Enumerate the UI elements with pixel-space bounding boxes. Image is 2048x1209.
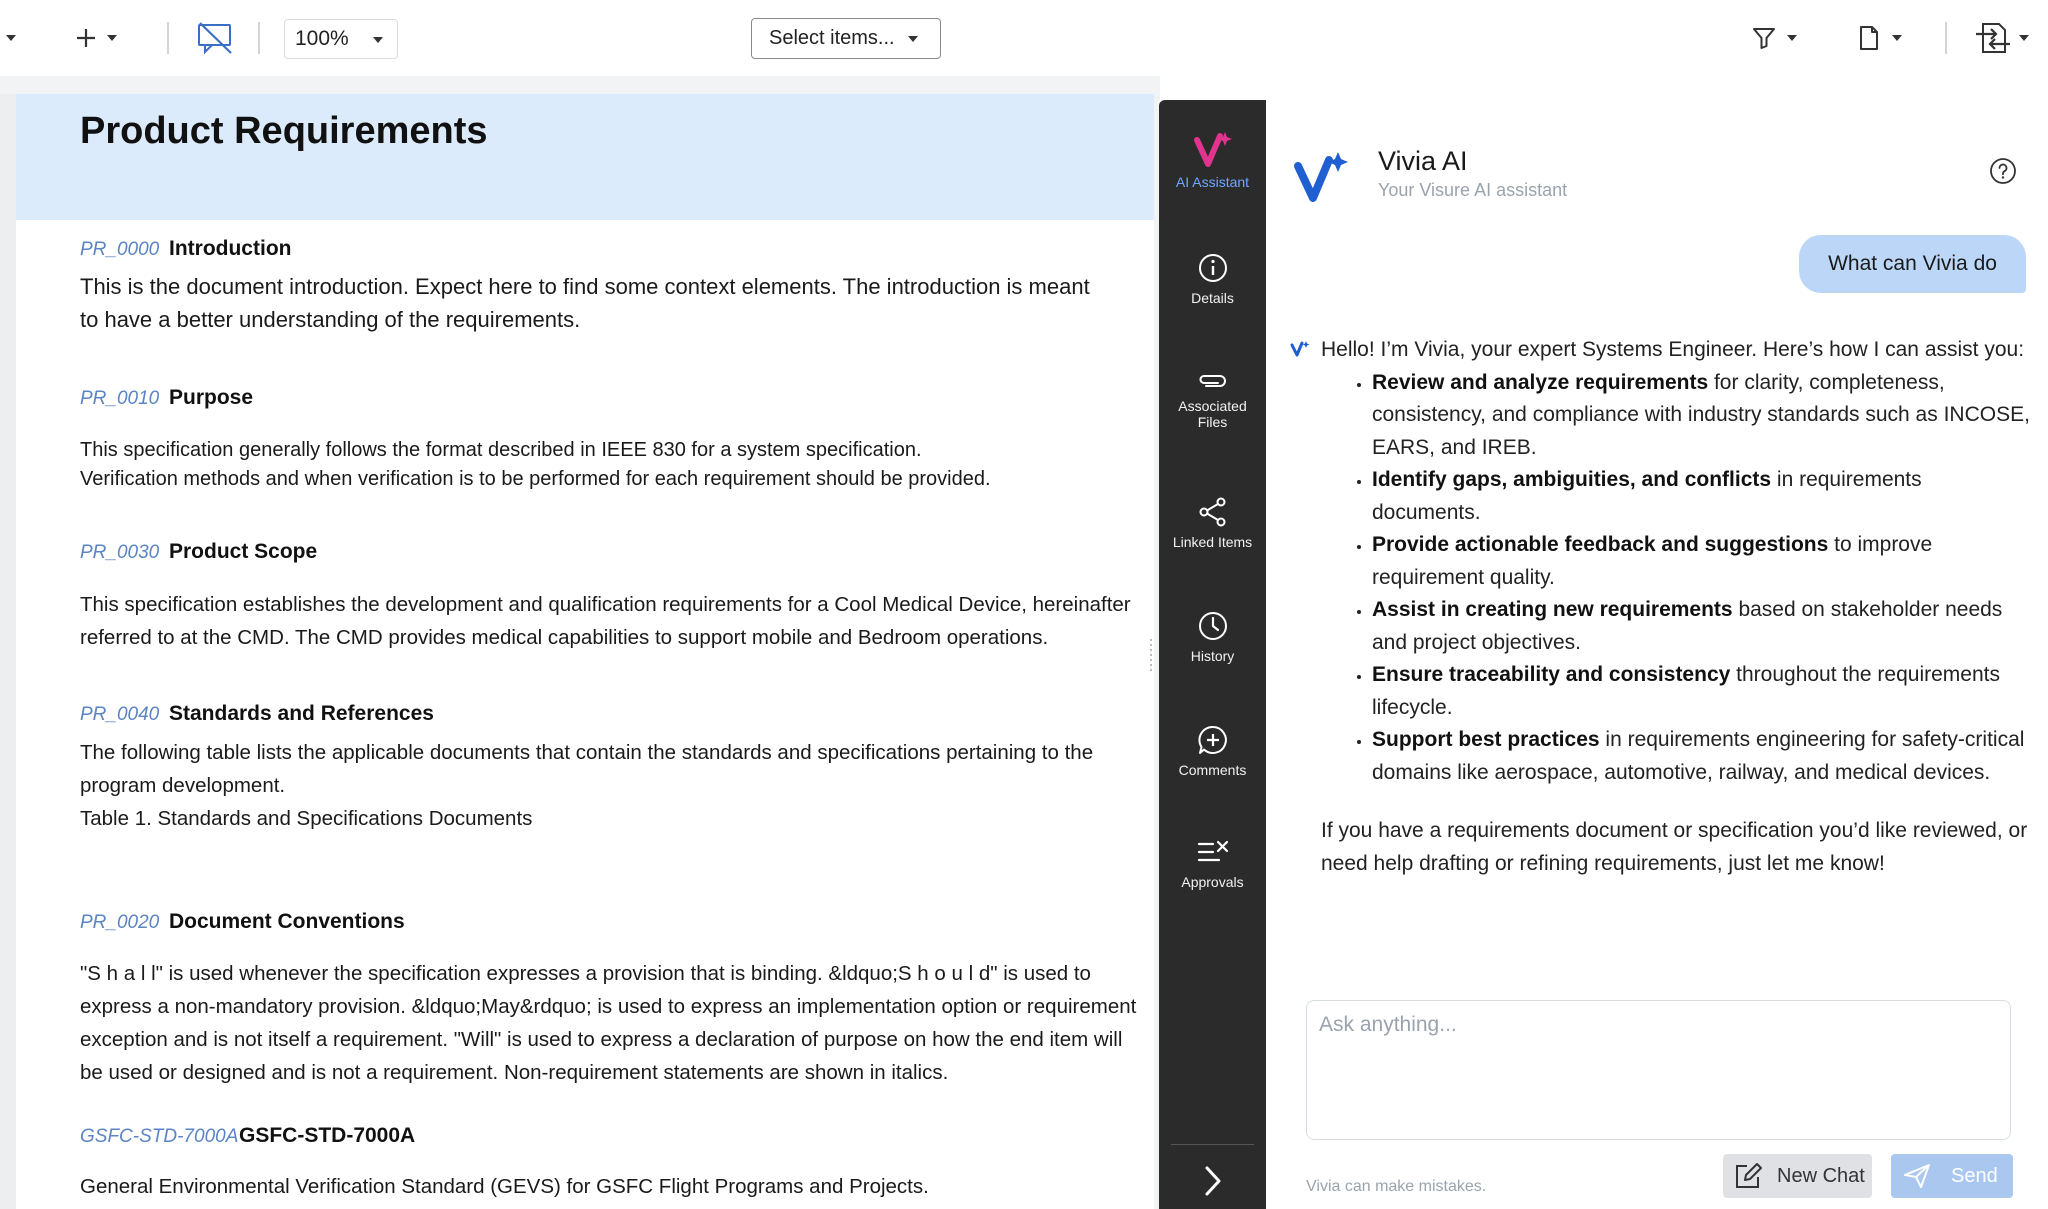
rail-divider <box>1171 1144 1254 1145</box>
ai-message <box>1321 334 2031 880</box>
body-line: General Environmental Verification Standard (GEVS) for GSFC Flight Programs and Projects. <box>80 1175 929 1198</box>
rail-item-comments[interactable] <box>1159 724 1266 778</box>
section-body <box>80 736 1154 802</box>
body-line: This is the document introduction. Expect here to find some context elements. The introduction is meant <box>80 274 1090 299</box>
sync-menu-button[interactable] <box>1970 18 2032 58</box>
rail-item-associated-files[interactable] <box>1159 370 1266 430</box>
document-page <box>16 94 1154 1209</box>
add-menu-button[interactable] <box>70 22 122 54</box>
capability-text: based on stakeholder needs and project objectives. <box>1372 598 2003 654</box>
page-icon <box>1858 25 1880 51</box>
body-line: express a non-mandatory provision. &ldquo;May&rdquo; is used to express an implementation option or requirement <box>80 995 1137 1018</box>
hide-comments-button[interactable] <box>190 18 240 58</box>
capability-text: in requirements documents. <box>1372 468 1922 524</box>
body-line: program development. <box>80 774 286 797</box>
list-item <box>1372 529 2031 594</box>
capability-heading: Review and analyze requirements <box>1372 370 1709 394</box>
document-gutter <box>0 94 16 1209</box>
filter-icon <box>1751 25 1777 51</box>
zoom-value: 100% <box>295 27 349 50</box>
new-chat-button[interactable] <box>1723 1154 1872 1198</box>
share-icon <box>1197 496 1229 528</box>
capability-heading: Assist in creating new requirements <box>1372 598 1733 621</box>
requirement-id[interactable]: PR_0030 <box>80 542 160 563</box>
section-title: GSFC-STD-7000A <box>239 1124 416 1147</box>
document-header-band <box>16 94 1154 220</box>
paperclip-icon <box>1196 370 1230 392</box>
rail-label: History <box>1190 648 1235 664</box>
rail-label: Linked Items <box>1172 534 1253 550</box>
list-item <box>1372 594 2031 659</box>
chevron-down-icon <box>1787 35 1797 41</box>
table-caption: Table 1. Standards and Specifications Documents <box>80 807 533 830</box>
send-icon <box>1903 1163 1931 1189</box>
chevron-down-icon <box>1892 35 1902 41</box>
chevron-down-icon <box>107 35 117 41</box>
list-item <box>1372 367 2031 465</box>
capability-text: to improve requirement quality. <box>1372 533 1933 589</box>
requirement-id[interactable]: PR_0000 <box>80 239 160 260</box>
edit-icon <box>1733 1162 1763 1190</box>
document-area <box>0 76 1160 1209</box>
toolbar-divider <box>258 22 260 54</box>
body-line: This specification establishes the development and qualification requirements for a Cool Medical Device, hereinafter <box>80 593 1131 616</box>
info-icon <box>1197 252 1229 284</box>
side-rail <box>1159 100 1266 1209</box>
body-line: Verification methods and when verification is to be performed for each requirement should be provided. <box>80 468 991 490</box>
chevron-down-icon <box>908 36 918 42</box>
capability-text: throughout the requirements lifecycle. <box>1372 663 2000 719</box>
document-sync-icon <box>1973 20 2013 56</box>
requirement-id[interactable]: PR_0020 <box>80 912 160 933</box>
rail-label: Approvals <box>1181 874 1244 890</box>
list-item <box>1372 659 2031 724</box>
comment-off-icon <box>195 21 235 55</box>
vivia-logo-icon <box>1193 130 1233 168</box>
chat-input[interactable] <box>1306 1000 2011 1140</box>
section-title: Document Conventions <box>169 910 405 933</box>
section-body <box>80 270 1154 336</box>
rail-label: AI Assistant <box>1175 174 1250 190</box>
zoom-select[interactable] <box>284 19 398 59</box>
capability-heading: Identify gaps, ambiguities, and conflicts <box>1372 468 1772 491</box>
send-button[interactable] <box>1891 1154 2013 1198</box>
new-chat-label: New Chat <box>1777 1164 1865 1187</box>
capability-text: in requirements engineering for safety-critical domains like aerospace, automotive, railway, and medical devices. <box>1372 728 2025 784</box>
list-item <box>1372 464 2031 529</box>
body-line: be used or designed and is not a requirement. Non-requirement statements are shown in italics. <box>80 1061 949 1084</box>
comment-add-icon <box>1197 724 1229 756</box>
left-dropdown-caret-icon[interactable] <box>4 33 18 43</box>
send-label: Send <box>1951 1164 1998 1187</box>
document-menu-button[interactable] <box>1852 22 1908 54</box>
chevron-right-icon <box>1203 1165 1223 1197</box>
select-items-label: Select items... <box>769 27 895 49</box>
rail-item-ai-assistant[interactable] <box>1159 130 1266 190</box>
body-line: "S h a l l" is used whenever the specification expresses a provision that is binding. &ldquo;S h o u l d" is used to <box>80 962 1091 985</box>
body-line: referred to at the CMD. The CMD provides medical capabilities to support mobile and Bedroom operations. <box>80 626 1049 649</box>
ai-message-outro: If you have a requirements document or specification you’d like reviewed, or need help drafting or refining requirements, just let me know! <box>1321 819 2028 875</box>
body-line: exception and is not itself a requirement. "Will" is used to express a declaration of purpose on how the end item will <box>80 1028 1123 1051</box>
body-line: The following table lists the applicable documents that contain the standards and specifications pertaining to the <box>80 741 1094 764</box>
capabilities-list <box>1372 367 2031 790</box>
plus-icon <box>75 27 97 49</box>
body-line: This specification generally follows the format described in IEEE 830 for a system specification. <box>80 439 922 461</box>
toolbar-divider <box>167 22 169 54</box>
ai-chat-panel <box>1266 100 2048 1209</box>
help-icon[interactable] <box>1989 157 2017 185</box>
toolbar <box>0 0 2048 76</box>
clock-icon <box>1197 610 1229 642</box>
document-title: Product Requirements <box>80 110 488 152</box>
disclaimer-text: Vivia can make mistakes. <box>1306 1178 1487 1195</box>
chevron-down-icon <box>373 37 383 43</box>
section-body <box>80 588 1154 654</box>
section-title: Product Scope <box>169 540 318 563</box>
capability-text: for clarity, completeness, consistency, and compliance with industry standards such as INCOSE, EARS, and IREB. <box>1372 370 2030 459</box>
expand-panel-button[interactable] <box>1196 1162 1230 1200</box>
rail-item-linked-items[interactable] <box>1159 496 1266 550</box>
capability-heading: Provide actionable feedback and suggestions <box>1372 533 1829 556</box>
rail-item-approvals[interactable] <box>1159 838 1266 890</box>
approvals-icon <box>1196 838 1230 868</box>
section-body <box>80 436 1154 494</box>
panel-resize-handle[interactable] <box>1150 636 1158 686</box>
chat-title: Vivia AI <box>1378 146 1468 176</box>
section-body <box>80 1170 1154 1203</box>
requirement-id[interactable]: PR_0010 <box>80 388 160 409</box>
rail-item-history[interactable] <box>1159 610 1266 664</box>
capability-heading: Support best practices <box>1372 728 1600 751</box>
vivia-logo-icon <box>1292 150 1350 209</box>
section-body <box>80 957 1154 1089</box>
section-title: Purpose <box>169 386 254 409</box>
rail-item-details[interactable] <box>1159 252 1266 306</box>
user-message-bubble: What can Vivia do <box>1799 235 2026 293</box>
rail-label: Comments <box>1178 762 1247 778</box>
requirement-id[interactable]: PR_0040 <box>80 704 160 725</box>
body-line: to have a better understanding of the requirements. <box>80 307 581 332</box>
section-title: Standards and References <box>169 702 434 725</box>
toolbar-divider <box>1945 22 1947 54</box>
requirement-id[interactable]: GSFC-STD-7000A <box>80 1126 239 1147</box>
list-item <box>1372 724 2031 789</box>
section-title: Introduction <box>169 237 292 260</box>
rail-label: Details <box>1191 290 1234 306</box>
select-items-dropdown[interactable] <box>751 18 941 59</box>
filter-button[interactable] <box>1745 22 1803 54</box>
capability-heading: Ensure traceability and consistency <box>1372 663 1731 686</box>
chevron-down-icon <box>2019 35 2029 41</box>
ai-message-intro: Hello! I’m Vivia, your expert Systems Engineer. Here’s how I can assist you: <box>1321 338 2025 361</box>
chat-subtitle: Your Visure AI assistant <box>1378 180 1568 200</box>
vivia-avatar-icon <box>1290 340 1310 363</box>
rail-label: Associated Files <box>1178 398 1247 430</box>
